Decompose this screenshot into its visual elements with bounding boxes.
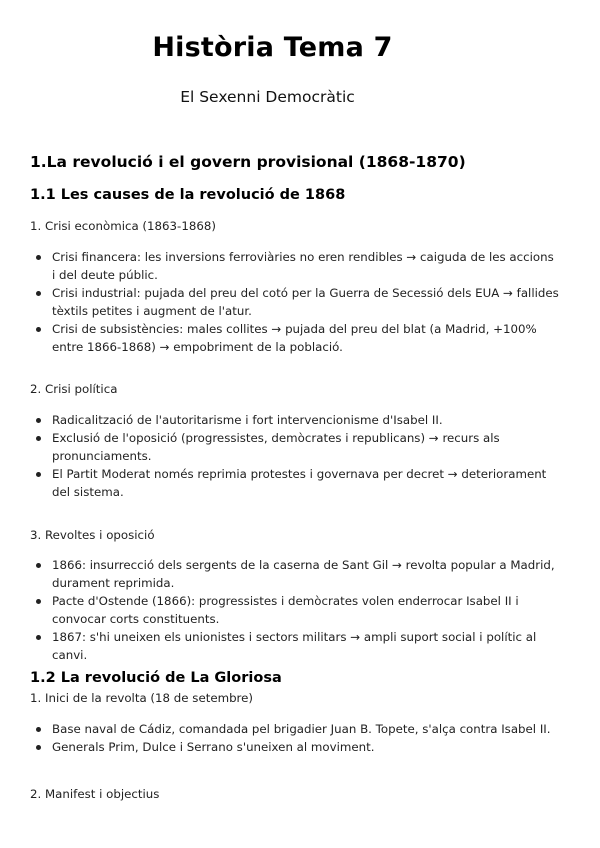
- list-item: Crisi industrial: pujada del preu del cotó per la Guerra de Secessió dels EUA → fallides tèxtils petites i augment de l'atur.: [0, 284, 560, 320]
- list-item: Crisi de subsistències: males collites → pujada del preu del blat (a Madrid, +100% entre 1866-1868) → empobriment de la població.: [0, 320, 560, 356]
- list-item: Base naval de Cádiz, comandada pel brigadier Juan B. Topete, s'alça contra Isabel II.: [0, 720, 560, 738]
- list-item: Crisi financera: les inversions ferroviàries no eren rendibles → caiguda de les accions i del deute públic.: [0, 248, 560, 284]
- list-item: 1867: s'hi uneixen els unionistes i sectors militars → ampli suport social i polític al canvi.: [0, 628, 560, 664]
- list-item: Exclusió de l'oposició (progressistes, demòcrates i republicans) → recurs als pronunciaments.: [0, 429, 560, 465]
- subsection-heading-causes: 1.1 Les causes de la revolució de 1868: [30, 187, 346, 203]
- group-label-political-crisis: 2. Crisi política: [30, 382, 118, 396]
- document-title: Història Tema 7: [152, 32, 393, 63]
- list-item: 1866: insurrecció dels sergents de la caserna de Sant Gil → revolta popular a Madrid, durament reprimida.: [0, 556, 560, 592]
- subsection-heading-gloriosa: 1.2 La revolució de La Gloriosa: [30, 670, 282, 686]
- group-label-revolt-start: 1. Inici de la revolta (18 de setembre): [30, 691, 254, 705]
- group-label-revolts: 3. Revoltes i oposició: [30, 528, 155, 542]
- revolt-start-list: [0, 720, 560, 756]
- list-item: El Partit Moderat només reprimia protestes i governava per decret → deteriorament del sistema.: [0, 465, 560, 501]
- economic-crisis-list: [0, 248, 560, 356]
- document-subtitle: El Sexenni Democràtic: [180, 88, 355, 106]
- group-label-manifest: 2. Manifest i objectius: [30, 787, 160, 801]
- group-label-economic-crisis: 1. Crisi econòmica (1863-1868): [30, 219, 216, 233]
- political-crisis-list: [0, 411, 560, 501]
- revolts-list: [0, 556, 560, 664]
- list-item: Pacte d'Ostende (1866): progressistes i demòcrates volen enderrocar Isabel II i convocar corts constituents.: [0, 592, 560, 628]
- list-item: Generals Prim, Dulce i Serrano s'uneixen al moviment.: [0, 738, 560, 756]
- section-heading: 1.La revolució i el govern provisional (1868-1870): [30, 153, 466, 171]
- list-item: Radicalització de l'autoritarisme i fort intervencionisme d'Isabel II.: [0, 411, 560, 429]
